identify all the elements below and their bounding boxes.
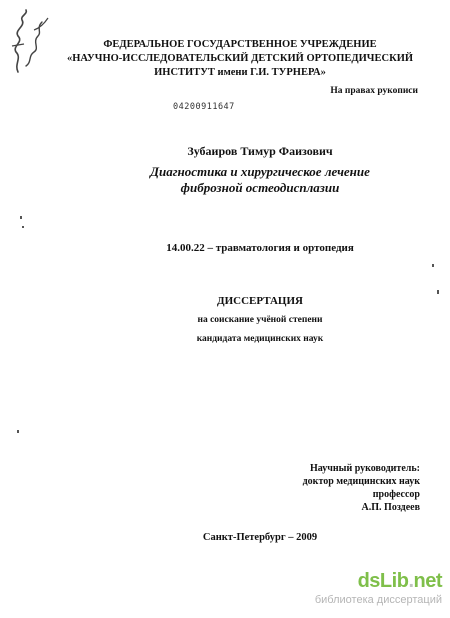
scan-artifact [17, 430, 19, 433]
scan-artifact [22, 226, 24, 228]
thesis-title [40, 164, 450, 196]
scan-artifact [20, 216, 22, 219]
dslib-watermark[interactable] [274, 570, 444, 610]
institution-header [40, 38, 440, 80]
watermark-logo [358, 570, 442, 593]
thesis-title-line-1: Диагностика и хирургическое лечение [150, 164, 370, 179]
author-name: Зубаиров Тимур Фаизович [187, 144, 333, 158]
specialty-code: 14.00.22 – травматология и ортопедия [166, 242, 354, 254]
thesis-title-line-2: фиброзной остеодисплазии [180, 180, 340, 195]
scan-artifact [437, 290, 439, 294]
scan-artifact [432, 264, 434, 267]
institution-line-3: ИНСТИТУТ имени Г.И. ТУРНЕРА» [154, 67, 326, 78]
supervisor-line-2: доктор медицинских наук [302, 476, 420, 487]
degree-line-1: на соискание учёной степени [197, 315, 323, 325]
supervisor-line-4: А.П. Поздеев [361, 502, 420, 513]
watermark-brand-left: dsLib [357, 570, 409, 592]
supervisor-block [230, 462, 420, 514]
institution-line-2: «НАУЧНО-ИССЛЕДОВАТЕЛЬСКИЙ ДЕТСКИЙ ОРТОПЕДИЧЕСКИЙ [66, 53, 414, 64]
city-year: Санкт-Петербург – 2009 [202, 532, 318, 543]
rights-note: На правах рукописи [330, 86, 418, 96]
watermark-brand-dot: . [408, 570, 414, 592]
watermark-subtitle: библиотека диссертаций [314, 594, 442, 606]
degree-line-2: кандидата медицинских наук [196, 334, 324, 344]
watermark-brand-right: net [413, 570, 442, 592]
dissertation-label: ДИССЕРТАЦИЯ [217, 295, 303, 307]
supervisor-line-3: профессор [372, 489, 420, 500]
document-code: 04200911647 [173, 102, 235, 112]
institution-line-1: ФЕДЕРАЛЬНОЕ ГОСУДАРСТВЕННОЕ УЧРЕЖДЕНИЕ [103, 39, 377, 50]
supervisor-line-1: Научный руководитель: [310, 463, 420, 474]
